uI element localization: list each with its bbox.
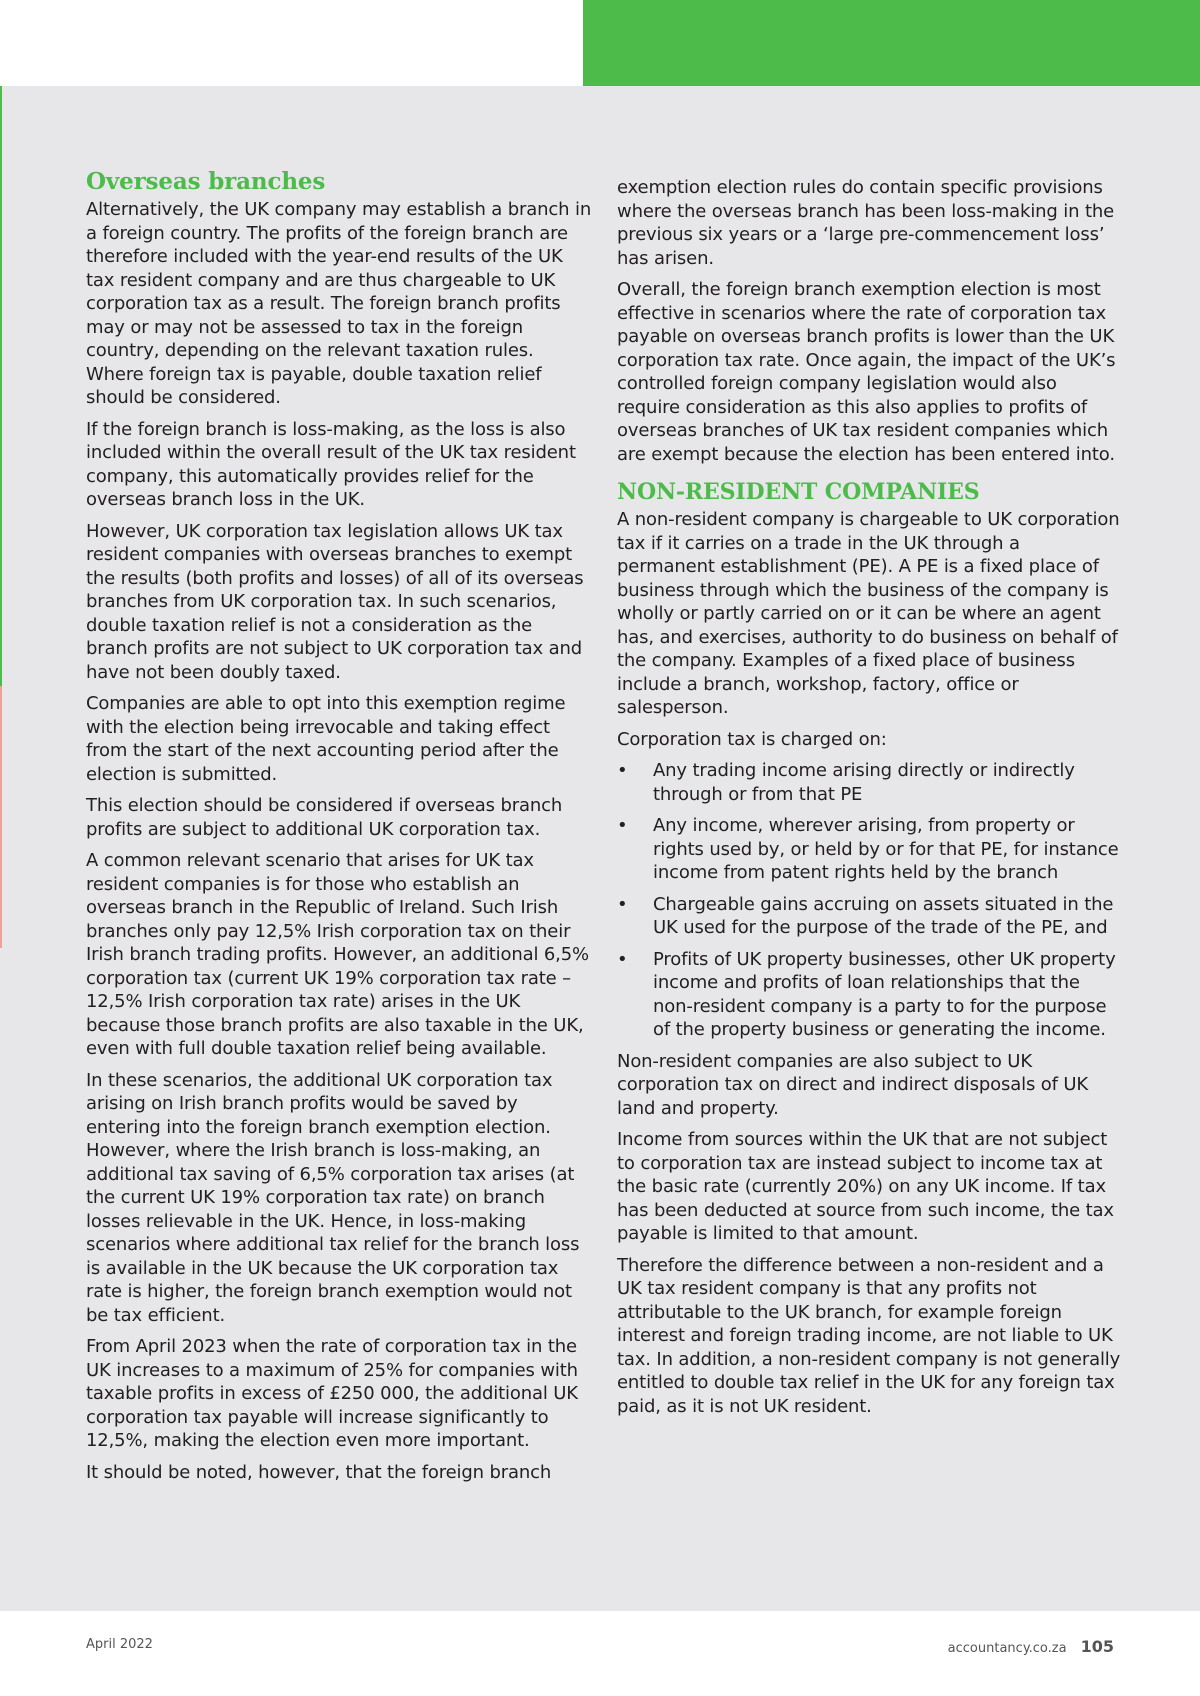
paragraph: If the foreign branch is loss-making, as the loss is also included within the overall result of the UK tax resident company, this automatically provides relief for the overseas branch loss in the UK. <box>86 418 576 510</box>
paragraph: Corporation tax is charged on: <box>617 728 887 750</box>
paragraph: From April 2023 when the rate of corporation tax in the UK increases to a maximum of 25% for companies with taxable profits in excess of £250 000, the additional UK corporation tax payable will increase significantly to 12,5%, making the election even more important. <box>86 1336 578 1451</box>
bullet-list <box>617 759 1122 1042</box>
paragraph: In these scenarios, the additional UK corporation tax arising on Irish branch profits would be saved by entering into the foreign branch exemption election. However, where the Irish branch is loss-making, an additional tax saving of 6,5% corporation tax arises (at the current UK 19% corporation tax rate) on branch losses relievable in the UK. Hence, in loss-making scenarios where additional tax relief for the branch loss is available in the UK because the UK corporation tax rate is higher, the foreign branch exemption would not be tax efficient. <box>86 1069 580 1326</box>
section-heading-non-resident-companies: NON-RESIDENT COMPANIES <box>617 479 980 505</box>
paragraph: Income from sources within the UK that are not subject to corporation tax are instead subject to income tax at the basic rate (currently 20%) on any UK income. If tax has been deducted at source from such income, the tax payable is limited to that amount. <box>617 1129 1114 1244</box>
left-column <box>86 168 594 1492</box>
page-number: 105 <box>1080 1637 1114 1656</box>
paragraph: exemption election rules do contain specific provisions where the overseas branch has been loss-making in the previous six years or a ‘large pre-commencement loss’ has arisen. <box>617 177 1115 269</box>
list-item <box>617 948 1122 1042</box>
list-item <box>617 759 1122 806</box>
section-heading-overseas-branches: Overseas branches <box>86 168 326 195</box>
bullet-icon: • <box>617 948 628 970</box>
paragraph: Alternatively, the UK company may establish a branch in a foreign country. The profits of the foreign branch are therefore included with the year-end results of the UK tax resident company and are thus chargeable to UK corporation tax as a result. The foreign branch profits may or may not be assessed to tax in the foreign country, depending on the relevant taxation rules. Where foreign tax is payable, double taxation relief should be considered. <box>86 199 592 408</box>
right-column <box>617 176 1122 1426</box>
paragraph: It should be noted, however, that the foreign branch <box>86 1461 552 1483</box>
paragraph: However, UK corporation tax legislation allows UK tax resident companies with overseas branches to exempt the results (both profits and losses) of all of its overseas branches from UK corporation tax. In such scenarios, double taxation relief is not a consideration as the branch profits are not subject to UK corporation tax and have not been doubly taxed. <box>86 520 584 683</box>
list-item-text: Any trading income arising directly or indirectly through or from that PE <box>653 760 1075 805</box>
paragraph: Companies are able to opt into this exemption regime with the election being irrevocable and taking effect from the start of the next accounting period after the election is submitted. <box>86 693 566 785</box>
paragraph: Overall, the foreign branch exemption election is most effective in scenarios where the rate of corporation tax payable on overseas branch profits is lower than the UK corporation tax rate. Once again, the impact of the UK’s controlled foreign company legislation would also require consideration as this also applies to profits of overseas branches of UK tax resident companies which are exempt because the election has been entered into. <box>617 279 1116 465</box>
left-edge-accent-pink <box>0 686 2 948</box>
footer-right <box>948 1637 1114 1656</box>
paragraph: A non-resident company is chargeable to UK corporation tax if it carries on a trade in the UK through a permanent establishment (PE). A PE is a fixed place of business through which the business of the company is wholly or partly carried on or it can be where an agent has, and exercises, authority to do business on behalf of the company. Examples of a fixed place of business include a branch, workshop, factory, office or salesperson. <box>617 509 1120 718</box>
bullet-icon: • <box>617 760 628 781</box>
bullet-icon: • <box>617 815 628 836</box>
list-item <box>617 893 1122 940</box>
footer-site-link[interactable]: accountancy.co.za <box>947 1641 1067 1656</box>
list-item-text: Any income, wherever arising, from property or rights used by, or held by or for that PE, for instance income from patent rights held by the branch <box>653 815 1119 883</box>
paragraph: Non-resident companies are also subject to UK corporation tax on direct and indirect disposals of UK land and property. <box>617 1050 1089 1119</box>
list-item <box>617 814 1122 885</box>
footer-date: April 2022 <box>86 1637 153 1652</box>
list-item-text: Profits of UK property businesses, other UK property income and profits of loan relationships that the non-resident company is a party to for the purpose of the property business or generating the income. <box>653 948 1116 1040</box>
header-green-bar <box>583 0 1200 86</box>
paragraph: Therefore the difference between a non-resident and a UK tax resident company is that any profits not attributable to the UK branch, for example foreign interest and foreign trading income, are not liable to UK tax. In addition, a non-resident company is not generally entitled to double tax relief in the UK for any foreign tax paid, as it is not UK resident. <box>617 1254 1121 1417</box>
bullet-icon: • <box>617 893 628 915</box>
list-item-text: Chargeable gains accruing on assets situated in the UK used for the purpose of the trade of the PE, and <box>653 893 1114 938</box>
paragraph: A common relevant scenario that arises for UK tax resident companies is for those who establish an overseas branch in the Republic of Ireland. Such Irish branches only pay 12,5% Irish corporation tax on their Irish branch trading profits. However, an additional 6,5% corporation tax (current UK 19% corporation tax rate – 12,5% Irish corporation tax rate) arises in the UK because those branch profits are also taxable in the UK, even with full double taxation relief being available. <box>86 850 590 1059</box>
left-edge-accent-green <box>0 86 2 686</box>
paragraph: This election should be considered if overseas branch profits are subject to additional UK corporation tax. <box>86 795 563 840</box>
